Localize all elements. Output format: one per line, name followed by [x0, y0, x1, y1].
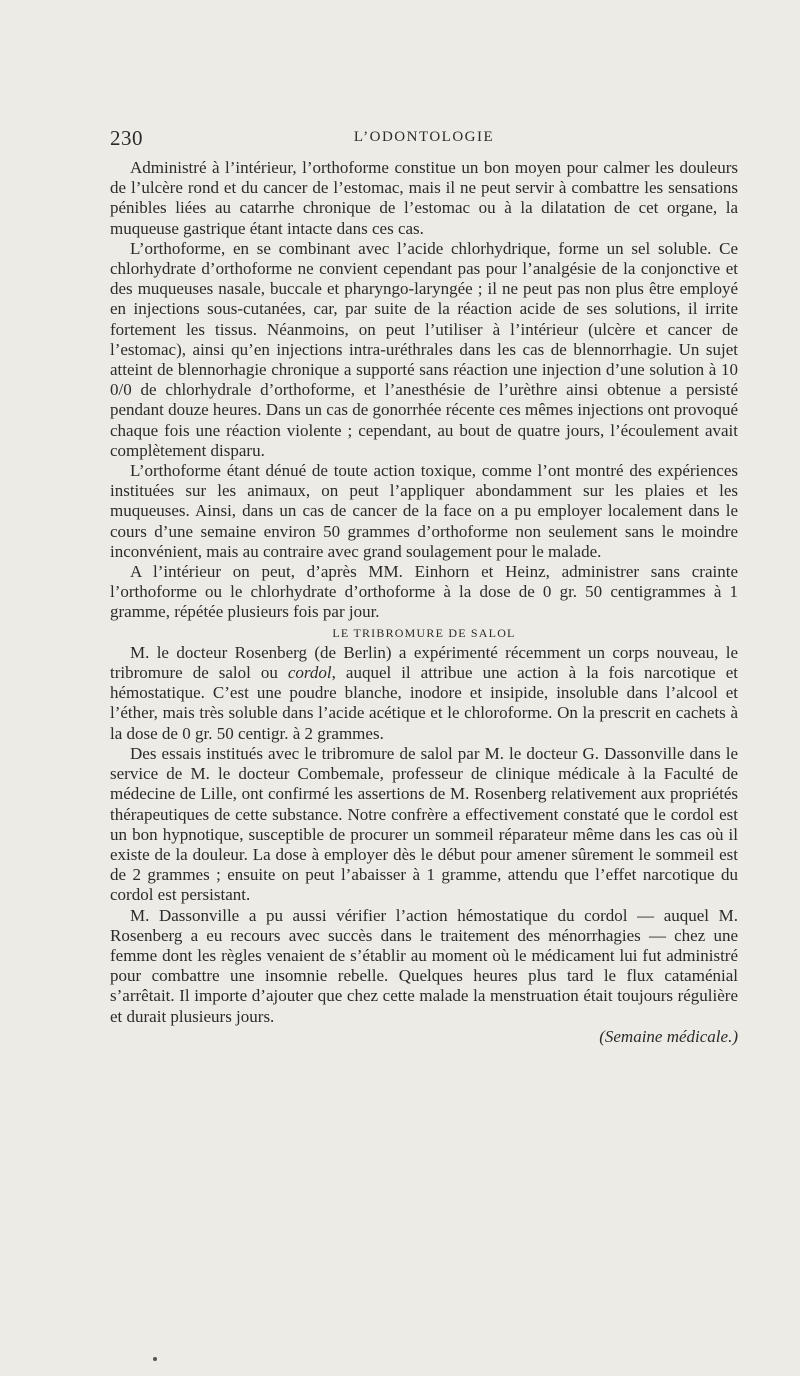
paragraph: A l’intérieur on peut, d’après MM. Einhorn et Heinz, administrer sans crainte l’orthoforme ou le chlorhydrate d’orthoforme à la dose de 0 gr. 50 centigrammes à 1 gramme, répétée plusieurs fois par jour. [110, 562, 738, 622]
italic-term: cordol [287, 663, 332, 683]
text-span: M. le docteur Rosenberg (de Berlin) a expérimenté récemment un corps nouveau, le tribromure de salol ou [110, 642, 738, 683]
page-number: 230 [110, 126, 143, 150]
paragraph: L’orthoforme étant dénué de toute action toxique, comme l’ont montré des expériences instituées sur les animaux, on peut l’appliquer abondamment sur les plaies et les muqueuses. Ainsi, dans un cas de cancer de la face on a pu employer localement dans le cours d’une semaine environ 50 grammes d’orthoforme non seulement sans le moindre inconvénient, mais au contraire avec grand soulagement pour le malade. [110, 461, 738, 561]
text-span: , auquel il attribue une action à la fois narcotique et hémostatique. C’est une poudre blanche, inodore et insipide, insoluble dans l’alcool et l’éther, mais très soluble dans l’acide acétique et le chloroforme. On la prescrit en cachets à la dose de 0 gr. 50 centigr. à 2 grammes. [110, 663, 739, 743]
source-citation: (Semaine médicale.) [599, 1026, 738, 1046]
section-paragraph: M. Dassonville a pu aussi vérifier l’action hémostatique du cordol — auquel M. Rosenberg a eu recours avec succès dans le traitement des ménorrhagies — chez une femme dont les règles venaient de s’établir au moment où le médicament lui fut administré pour combattre une insomnie rebelle. Quelques heures plus tard le flux cataménial s’arrêtait. Il importe d’ajouter que chez cette malade la menstruation était toujours régulière et durait plusieurs jours. [110, 905, 738, 1026]
section-title: LE TRIBROMURE DE SALOL [332, 625, 516, 640]
running-title: L’ODONTOLOGIE [353, 129, 495, 145]
page-header [110, 126, 738, 148]
section-paragraph [110, 643, 738, 744]
paper-speck [153, 1357, 157, 1361]
paragraph: Administré à l’intérieur, l’orthoforme constitue un bon moyen pour calmer les douleurs de l’ulcère rond et du cancer de l’estomac, mais il ne peut servir à combattre les sensations pénibles liées au catarrhe chronique de l’estomac ou à la dilatation de cet organe, la muqueuse gastrique étant intacte dans ces cas. [110, 158, 738, 238]
section-paragraph: Des essais institués avec le tribromure de salol par M. le docteur G. Dassonville dans le service de M. le docteur Combemale, professeur de clinique médicale à la Faculté de médecine de Lille, ont confirmé les assertions de M. Rosenberg relativement aux propriétés thérapeutiques de cette substance. Notre confrère a effectivement constaté que le cordol est un bon hypnotique, susceptible de procurer un sommeil réparateur même dans les cas où il existe de la douleur. La dose à employer dès le début pour amener sûrement le sommeil est de 2 grammes ; ensuite on peut l’abaisser à 1 gramme, attendu que l’effet narcotique du cordol est persistant. [110, 743, 738, 905]
paragraph: L’orthoforme, en se combinant avec l’acide chlorhydrique, forme un sel soluble. Ce chlorhydrate d’orthoforme ne convient cependant pas pour l’analgésie de la conjonctive et des muqueuses nasale, buccale et pharyngo-laryngée ; il ne peut pas non plus être employé en injections sous-cutanées, car, par suite de la réaction acide de ses solutions, il irrite fortement les tissus. Néanmoins, on peut l’utiliser à l’intérieur (ulcère et cancer de l’estomac), ainsi qu’en injections intra-uréthrales dans les cas de blennorrhagie. Un sujet atteint de blennorhagie chronique a supporté sans réaction une injection d’une solution à 10 0/0 de chlorhydrale d’orthoforme, et l’anesthésie de l’urèthre ainsi obtenue a persisté pendant douze heures. Dans un cas de gonorrhée récente ces mêmes injections ont provoqué chaque fois une réaction violente ; cependant, au bout de quatre jours, l’écoulement avait complètement disparu. [110, 238, 738, 460]
article-body [110, 158, 738, 1047]
